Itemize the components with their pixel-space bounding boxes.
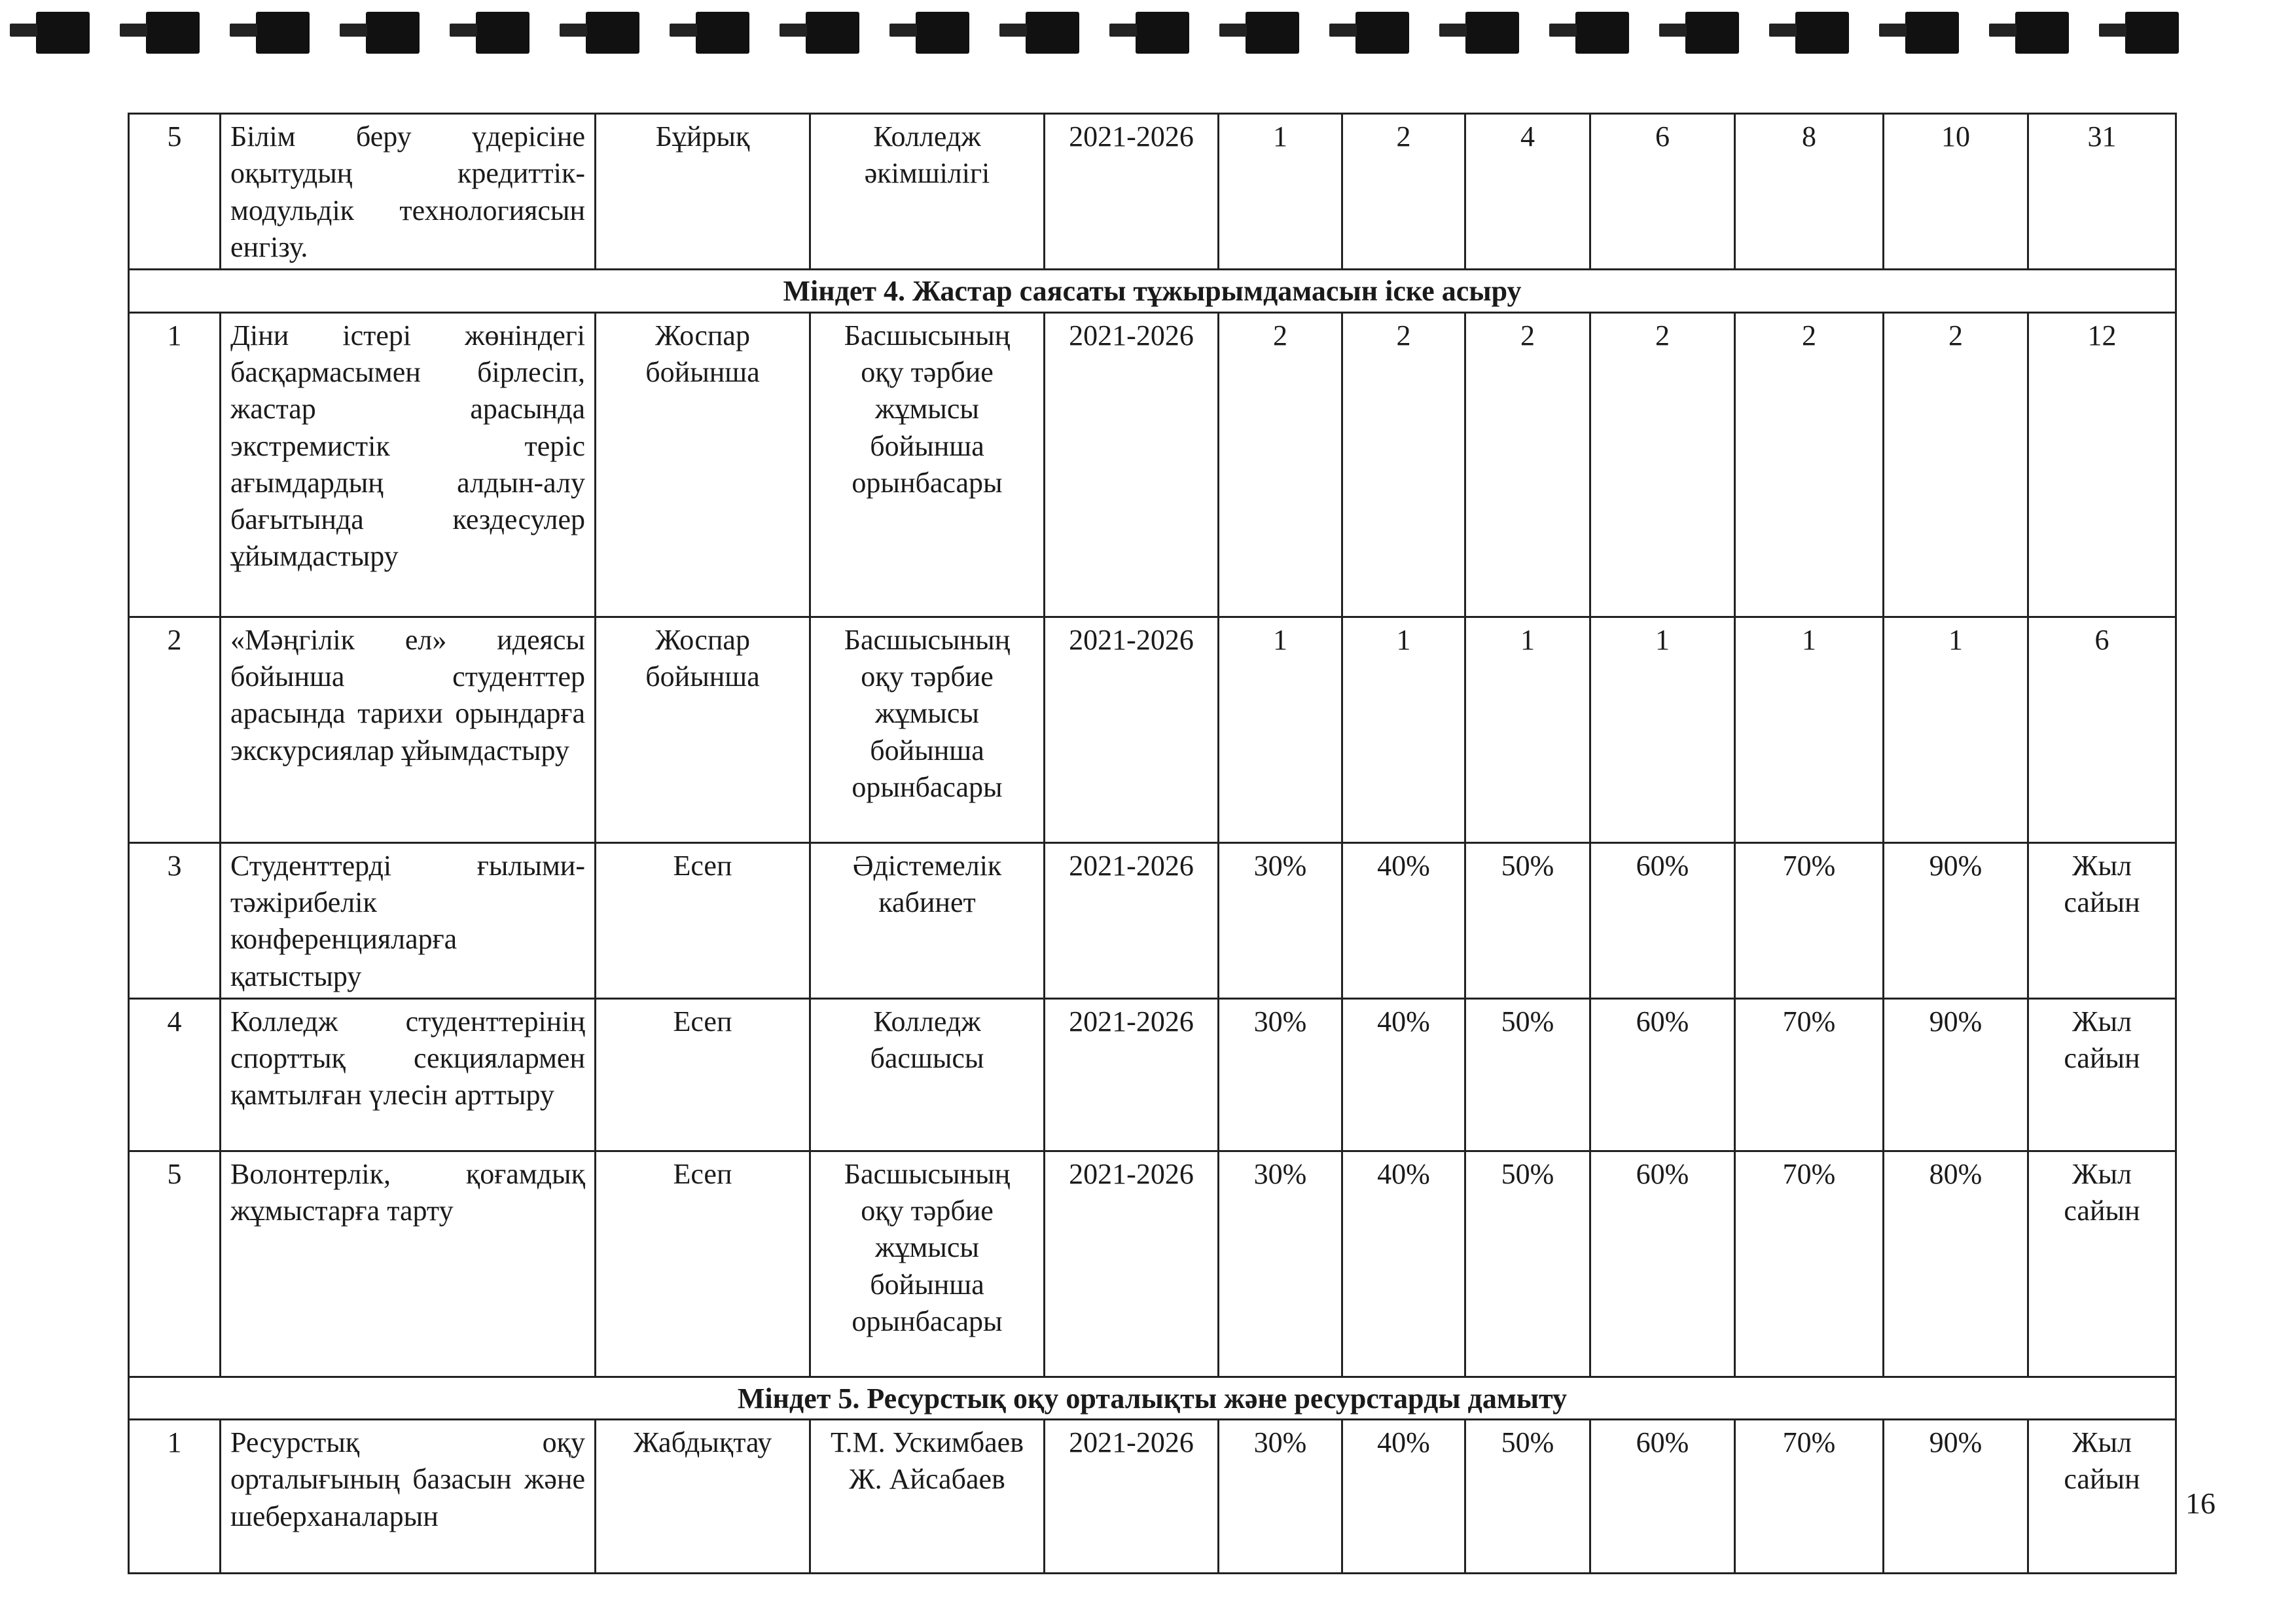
responsible-cell: Т.М. Ускимбаев Ж. Айсабаев — [810, 1420, 1045, 1574]
table-row — [129, 1151, 2176, 1377]
year-value-cell: 50% — [1465, 842, 1590, 998]
binding-ring — [916, 12, 969, 54]
binding-ring — [256, 12, 310, 54]
table-row — [129, 114, 2176, 270]
year-value-cell: 60% — [1590, 842, 1735, 998]
completion-form-cell: Жабдықтау — [596, 1420, 810, 1574]
year-value-cell: 90% — [1884, 998, 2028, 1151]
year-value-cell: 40% — [1342, 1420, 1465, 1574]
year-value-cell: 40% — [1342, 998, 1465, 1151]
binding-ring — [146, 12, 200, 54]
total-cell: Жыл сайын — [2028, 1420, 2176, 1574]
year-value-cell: 90% — [1884, 1420, 2028, 1574]
year-value-cell: 2 — [1465, 312, 1590, 617]
section-header-row — [129, 270, 2176, 312]
year-value-cell: 60% — [1590, 1420, 1735, 1574]
year-value-cell: 1 — [1219, 114, 1342, 270]
period-cell: 2021-2026 — [1045, 998, 1219, 1151]
responsible-cell: Әдістемелік кабинет — [810, 842, 1045, 998]
section-title: Міндет 4. Жастар саясаты тұжырымдамасын іске асыру — [129, 270, 2176, 312]
year-value-cell: 1 — [1590, 617, 1735, 842]
binding-ring — [1685, 12, 1739, 54]
year-value-cell: 2 — [1884, 312, 2028, 617]
year-value-cell: 70% — [1735, 1420, 1884, 1574]
period-cell: 2021-2026 — [1045, 312, 1219, 617]
period-cell: 2021-2026 — [1045, 114, 1219, 270]
year-value-cell: 2 — [1590, 312, 1735, 617]
completion-form-cell: Есеп — [596, 1151, 810, 1377]
table-row — [129, 312, 2176, 617]
binding-ring — [806, 12, 859, 54]
year-value-cell: 10 — [1884, 114, 2028, 270]
row-number-cell: 5 — [129, 114, 221, 270]
table-row — [129, 842, 2176, 998]
responsible-cell: Колледж басшысы — [810, 998, 1045, 1151]
year-value-cell: 1 — [1884, 617, 2028, 842]
task-cell: Студенттерді ғылыми-тәжірибелік конференцияларға қатыстыру — [221, 842, 596, 998]
year-value-cell: 80% — [1884, 1151, 2028, 1377]
row-number-cell: 5 — [129, 1151, 221, 1377]
task-cell: Волонтерлік, қоғамдық жұмыстарға тарту — [221, 1151, 596, 1377]
total-cell: 12 — [2028, 312, 2176, 617]
period-cell: 2021-2026 — [1045, 842, 1219, 998]
binding-ring — [2125, 12, 2179, 54]
year-value-cell: 50% — [1465, 1420, 1590, 1574]
binding-ring — [696, 12, 749, 54]
year-value-cell: 40% — [1342, 1151, 1465, 1377]
year-value-cell: 1 — [1735, 617, 1884, 842]
year-value-cell: 2 — [1219, 312, 1342, 617]
table-row — [129, 998, 2176, 1151]
year-value-cell: 70% — [1735, 842, 1884, 998]
year-value-cell: 70% — [1735, 998, 1884, 1151]
binding-ring — [366, 12, 420, 54]
row-number-cell: 1 — [129, 312, 221, 617]
task-cell: Діни істері жөніндегі басқармасымен бірлесіп, жастар арасында экстремистік теріс ағымдардың алдын-алу бағытында кездесулер ұйымдастыру — [221, 312, 596, 617]
year-value-cell: 70% — [1735, 1151, 1884, 1377]
year-value-cell: 30% — [1219, 1420, 1342, 1574]
task-cell: Ресурстық оқу орталығының базасын және шеберханаларын — [221, 1420, 596, 1574]
task-cell: Колледж студенттерінің спорттық секциялармен қамтылған үлесін арттыру — [221, 998, 596, 1151]
year-value-cell: 30% — [1219, 842, 1342, 998]
binding-ring — [476, 12, 529, 54]
year-value-cell: 8 — [1735, 114, 1884, 270]
binding-ring — [1795, 12, 1849, 54]
responsible-cell: Колледж әкімшілігі — [810, 114, 1045, 270]
period-cell: 2021-2026 — [1045, 617, 1219, 842]
period-cell: 2021-2026 — [1045, 1151, 1219, 1377]
year-value-cell: 6 — [1590, 114, 1735, 270]
period-cell: 2021-2026 — [1045, 1420, 1219, 1574]
binding-ring — [1136, 12, 1189, 54]
year-value-cell: 30% — [1219, 998, 1342, 1151]
binding-ring — [36, 12, 90, 54]
task-cell: «Мәңгілік ел» идеясы бойынша студенттер арасында тарихи орындарға экскурсиялар ұйымдастыру — [221, 617, 596, 842]
year-value-cell: 50% — [1465, 998, 1590, 1151]
binding-ring — [1905, 12, 1959, 54]
section-header-row — [129, 1377, 2176, 1419]
row-number-cell: 2 — [129, 617, 221, 842]
binding-ring — [2015, 12, 2069, 54]
row-number-cell: 3 — [129, 842, 221, 998]
spiral-binding — [0, 12, 2296, 58]
row-number-cell: 1 — [129, 1420, 221, 1574]
year-value-cell: 60% — [1590, 1151, 1735, 1377]
year-value-cell: 2 — [1342, 114, 1465, 270]
year-value-cell: 1 — [1342, 617, 1465, 842]
total-cell: Жыл сайын — [2028, 998, 2176, 1151]
binding-ring — [1575, 12, 1629, 54]
responsible-cell: Басшысының оқу тәрбие жұмысы бойынша орынбасары — [810, 1151, 1045, 1377]
responsible-cell: Басшысының оқу тәрбие жұмысы бойынша орынбасары — [810, 617, 1045, 842]
responsible-cell: Басшысының оқу тәрбие жұмысы бойынша орынбасары — [810, 312, 1045, 617]
total-cell: 31 — [2028, 114, 2176, 270]
year-value-cell: 50% — [1465, 1151, 1590, 1377]
row-number-cell: 4 — [129, 998, 221, 1151]
binding-ring — [586, 12, 639, 54]
year-value-cell: 90% — [1884, 842, 2028, 998]
completion-form-cell: Есеп — [596, 842, 810, 998]
table-body — [129, 114, 2176, 1574]
year-value-cell: 40% — [1342, 842, 1465, 998]
section-title: Міндет 5. Ресурстық оқу орталықты және ресурстарды дамыту — [129, 1377, 2176, 1419]
year-value-cell: 4 — [1465, 114, 1590, 270]
completion-form-cell: Жоспар бойынша — [596, 312, 810, 617]
year-value-cell: 2 — [1735, 312, 1884, 617]
year-value-cell: 2 — [1342, 312, 1465, 617]
binding-ring — [1026, 12, 1079, 54]
total-cell: 6 — [2028, 617, 2176, 842]
year-value-cell: 60% — [1590, 998, 1735, 1151]
completion-form-cell: Бұйрық — [596, 114, 810, 270]
plan-table — [128, 113, 2177, 1574]
task-cell: Білім беру үдерісіне оқытудың кредиттік-модульдік технологиясын енгізу. — [221, 114, 596, 270]
binding-ring — [1465, 12, 1519, 54]
table-row — [129, 617, 2176, 842]
year-value-cell: 1 — [1465, 617, 1590, 842]
completion-form-cell: Есеп — [596, 998, 810, 1151]
year-value-cell: 30% — [1219, 1151, 1342, 1377]
total-cell: Жыл сайын — [2028, 1151, 2176, 1377]
binding-ring — [1246, 12, 1299, 54]
page-number: 16 — [2185, 1487, 2215, 1520]
table-row — [129, 1420, 2176, 1574]
year-value-cell: 1 — [1219, 617, 1342, 842]
completion-form-cell: Жоспар бойынша — [596, 617, 810, 842]
total-cell: Жыл сайын — [2028, 842, 2176, 998]
binding-ring — [1355, 12, 1409, 54]
